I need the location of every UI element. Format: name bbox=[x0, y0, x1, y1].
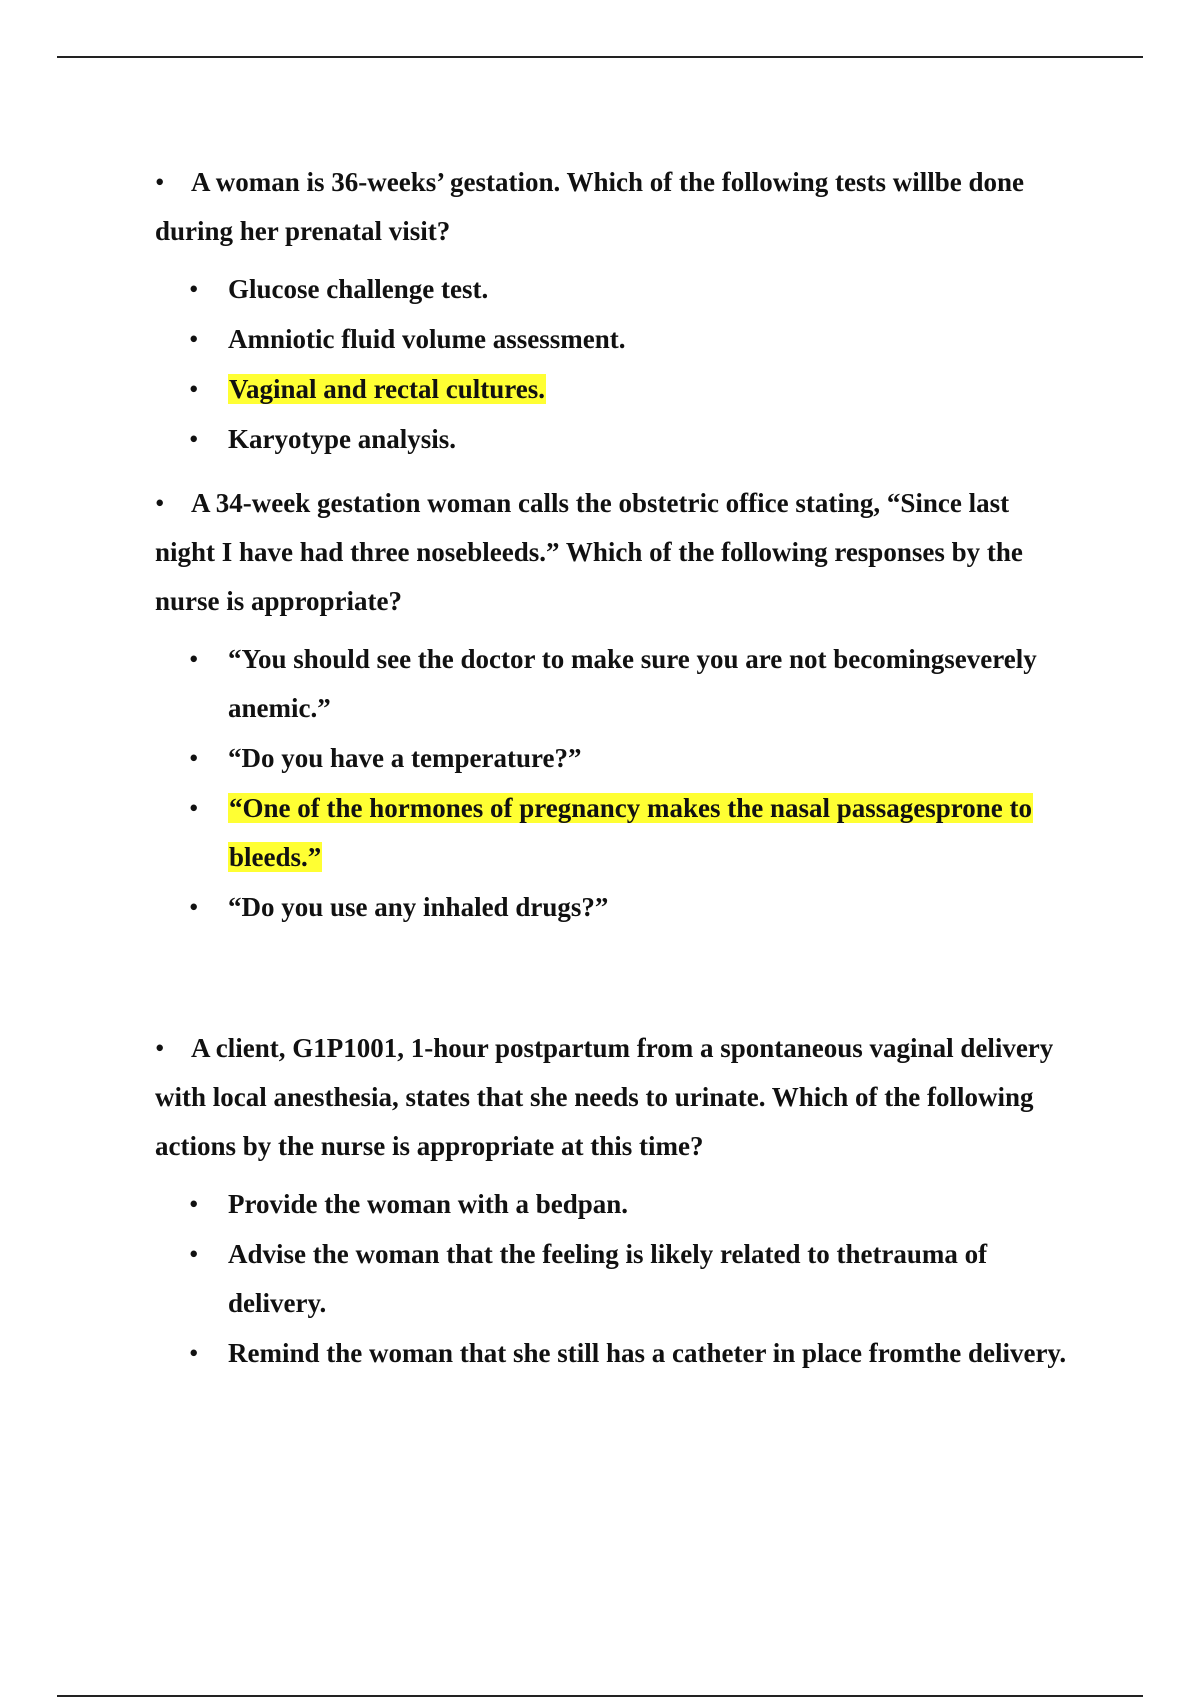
answer-option: • Advise the woman that the feeling is likely related to thetrauma of delivery. bbox=[155, 1230, 1075, 1328]
question-block-1 bbox=[155, 158, 1075, 464]
bullet-icon: • bbox=[189, 644, 199, 674]
question-block-3 bbox=[155, 1024, 1075, 1378]
answer-option-correct bbox=[155, 784, 1075, 882]
bullet-icon: • bbox=[155, 1033, 165, 1063]
bullet-icon: • bbox=[189, 1189, 199, 1219]
answer-option: • Karyotype analysis. bbox=[155, 415, 1075, 464]
question-text: • A woman is 36-weeks’ gestation. Which of the following tests willbe done during her prenatal visit? bbox=[155, 158, 1075, 256]
question-block-2 bbox=[155, 479, 1075, 932]
question-text: • A client, G1P1001, 1-hour postpartum from a spontaneous vaginal delivery with local anesthesia, states that she needs to urinate. Which of the following actions by the nurse is appropriate at this time? bbox=[155, 1024, 1075, 1171]
bullet-icon: • bbox=[189, 1338, 199, 1368]
footer-rule bbox=[57, 1695, 1143, 1697]
answer-options bbox=[155, 1180, 1075, 1378]
bullet-icon: • bbox=[189, 892, 199, 922]
answer-option-correct bbox=[155, 365, 1075, 414]
highlighted-answer: “One of the hormones of pregnancy makes the nasal passagesprone to bleeds.” bbox=[229, 793, 1033, 872]
answer-option: • “Do you have a temperature?” bbox=[155, 734, 1075, 783]
answer-option: • “You should see the doctor to make sure you are not becomingseverely anemic.” bbox=[155, 635, 1075, 733]
answer-options bbox=[155, 635, 1075, 932]
bullet-icon: • bbox=[155, 488, 165, 518]
document-body bbox=[155, 158, 1075, 1379]
answer-option: • Glucose challenge test. bbox=[155, 265, 1075, 314]
answer-option: • Amniotic fluid volume assessment. bbox=[155, 315, 1075, 364]
bullet-icon: • bbox=[189, 743, 199, 773]
answer-options bbox=[155, 265, 1075, 464]
bullet-icon: • bbox=[189, 274, 199, 304]
bullet-icon: • bbox=[189, 793, 199, 823]
question-text: • A 34-week gestation woman calls the obstetric office stating, “Since last night I have had three nosebleeds.” Which of the following responses by the nurse is appropriate? bbox=[155, 479, 1075, 626]
bullet-icon: • bbox=[155, 167, 165, 197]
answer-option: • Remind the woman that she still has a catheter in place fromthe delivery. bbox=[155, 1329, 1075, 1378]
bullet-icon: • bbox=[189, 424, 199, 454]
answer-option: • Provide the woman with a bedpan. bbox=[155, 1180, 1075, 1229]
highlighted-answer: Vaginal and rectal cultures. bbox=[229, 374, 546, 404]
bullet-icon: • bbox=[189, 1239, 199, 1269]
bullet-icon: • bbox=[189, 324, 199, 354]
bullet-icon: • bbox=[189, 374, 199, 404]
answer-option: • “Do you use any inhaled drugs?” bbox=[155, 883, 1075, 932]
header-rule bbox=[57, 56, 1143, 58]
